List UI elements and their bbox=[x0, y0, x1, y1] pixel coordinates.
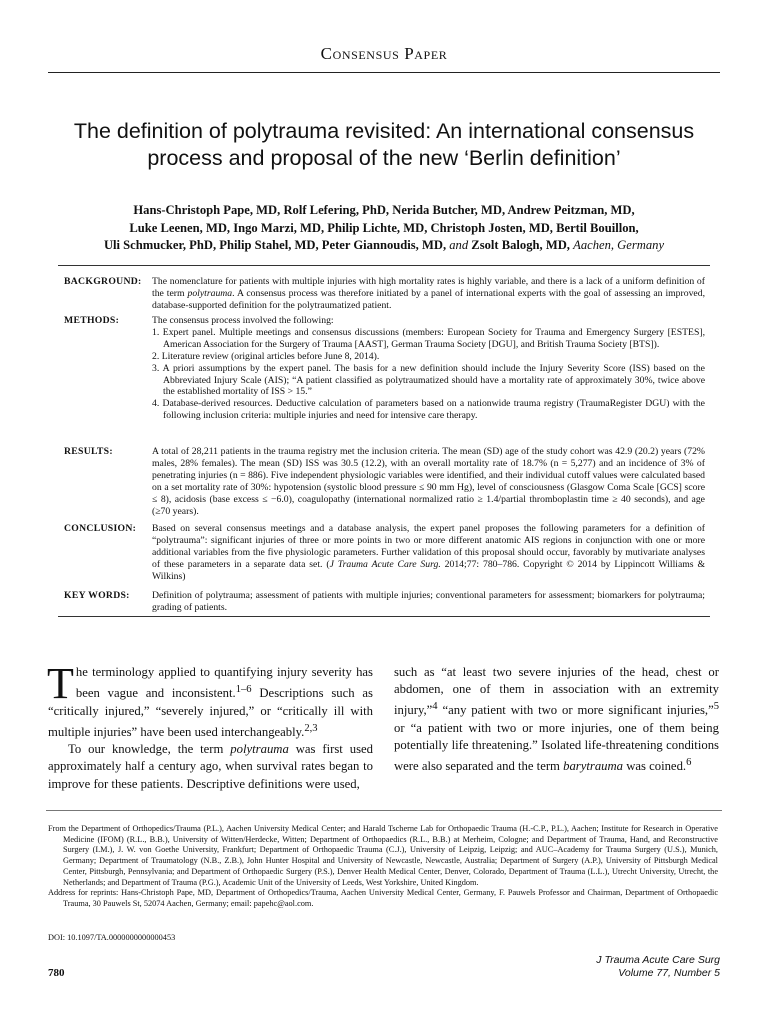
drop-cap: T bbox=[47, 659, 74, 708]
conclusion-text-a: Based on several consensus meetings and a database analysis, the expert panel proposes the following parameters for a definition of “polytrauma”: significant injuries of three or more points in two or more different anatomic AIS regions in conjunction with one or more additional variables from the five physiologic parameters. Further validation of this proposal should occur, favorably by mutivariate analyses of these parameters in a separate data set. ( bbox=[152, 523, 705, 570]
term-polytrauma: polytrauma bbox=[230, 742, 289, 757]
journal-name: J Trauma Acute Care Surg bbox=[596, 954, 720, 966]
ref-5: 5 bbox=[713, 701, 719, 713]
conclusion-text-b: 2014;77: 780–786. Copyright © 2014 by Lippincott Williams & Wilkins) bbox=[152, 558, 705, 582]
ref-4: 4 bbox=[432, 701, 438, 713]
methods-item-1: 1. Expert panel. Multiple meetings and consensus discussions (members: European Society for Trauma and Emergency Surgery [ESTES], American Association for the Surgery of Trauma [AAST], German Trauma Society [DGU], and British Trauma Society [BTS]). bbox=[152, 326, 705, 350]
conclusion-citation: J Trauma Acute Care Surg. bbox=[329, 558, 441, 570]
author-and: and bbox=[449, 238, 469, 252]
body-p1-b: Descriptions such as “critically injured,” “severely injured,” or “critically ill with multiple injuries” have been used interchangeably. bbox=[48, 686, 373, 740]
body-p3-b: “any patient with two or more significant injuries,” bbox=[437, 703, 714, 718]
background-term: polytrauma bbox=[187, 287, 233, 299]
author-line-2: Luke Leenen, MD, Ingo Marzi, MD, Philip Lichte, MD, Christoph Josten, MD, Bertil Bouillon, bbox=[129, 220, 639, 235]
ref-1-6: 1–6 bbox=[235, 684, 252, 696]
keywords-text bbox=[152, 590, 705, 614]
conclusion-label: CONCLUSION: bbox=[64, 523, 137, 534]
author-line-3 bbox=[40, 237, 728, 255]
body-p3-a: such as “at least two severe injuries of the head, chest or abdomen, one of them in association with an extremity injury,” bbox=[394, 665, 719, 718]
body-p3-c: or “a patient with two or more injuries, one of them being potentially life threatening.” Isolated life-threatening conditions were also separated and the term bbox=[394, 720, 719, 774]
author-line-3a: Uli Schmucker, PhD, Philip Stahel, MD, Peter Giannoudis, MD, bbox=[103, 238, 447, 252]
term-barytrauma: barytrauma bbox=[563, 759, 624, 774]
body-p2-a: To our knowledge, the term bbox=[68, 742, 231, 757]
abstract-bottom-rule bbox=[58, 616, 710, 617]
reprints-footnote: Address for reprints: Hans-Christoph Pape, MD, Department of Orthopedics/Trauma, Aachen University Medical Center, Germany, F. Pauwels Professor and Chairman, Department of Orthopaedic Trauma, 30 Pauwels St, 52074 Aachen, Germany; email: papehc@aol.com. bbox=[48, 888, 718, 908]
keywords-paragraph: Definition of polytrauma; assessment of patients with multiple injuries; conventional parameters for assessment; biomarkers for polytrauma; grading of patients. bbox=[152, 590, 705, 613]
body-p3-d: was coined. bbox=[623, 759, 687, 774]
results-label: RESULTS: bbox=[64, 446, 113, 457]
results-text bbox=[152, 446, 705, 517]
methods-item-4: 4. Database-derived resources. Deductive calculation of parameters based on a nationwide trauma registry (TraumaRegister DGU) with the following inclusion criteria: multiple injuries and need for intensive care therapy. bbox=[152, 398, 705, 422]
author-line-1: Hans-Christoph Pape, MD, Rolf Lefering, PhD, Nerida Butcher, MD, Andrew Peitzman, MD, bbox=[133, 203, 635, 217]
conclusion-text bbox=[152, 523, 705, 583]
footnote-rule bbox=[46, 810, 722, 811]
doi: DOI: 10.1097/TA.0000000000000453 bbox=[48, 933, 176, 942]
body-column-right bbox=[394, 664, 719, 776]
methods-label: METHODS: bbox=[64, 315, 120, 326]
methods-text bbox=[152, 315, 705, 422]
ref-6: 6 bbox=[686, 757, 692, 769]
methods-item-2: 2. Literature review (original articles before June 8, 2014). bbox=[152, 350, 380, 362]
abstract-top-rule bbox=[58, 265, 710, 266]
running-head: Consensus Paper bbox=[320, 44, 448, 63]
body-column-left bbox=[47, 659, 373, 793]
journal-volume: Volume 77, Number 5 bbox=[618, 967, 720, 979]
body-p2-b: was first used approximately half a century ago, when survival rates began to improve for these patients. Descriptive definitions were used, bbox=[48, 742, 373, 791]
author-location: Aachen, Germany bbox=[573, 238, 665, 252]
body-p1-a: he terminology applied to quantifying injury severity has been vague and inconsistent. bbox=[75, 665, 373, 701]
background-text bbox=[152, 276, 705, 312]
page-number: 780 bbox=[48, 967, 65, 979]
background-text-a: The nomenclature for patients with multiple injuries with high mortality rates is highly variable, and there is a lack of a uniform definition of the term bbox=[152, 276, 705, 299]
footnotes bbox=[48, 824, 718, 910]
background-label: BACKGROUND: bbox=[64, 276, 142, 287]
author-line-3b: Zsolt Balogh, MD, bbox=[471, 238, 570, 252]
journal-info bbox=[596, 954, 720, 980]
affiliations-footnote: From the Department of Orthopedics/Trauma (P.L.), Aachen University Medical Center; and Harald Tscherne Lab for Orthopaedic Trauma (H.-C.P., P.L.), Aachen; Institute for Research in Operative Medicine (IFOM) (R.L., B.B.), University of Witten/Herdecke, Witten; Department of Orthopaedics (R.L., B.B.) at Merheim, Cologne; and Department of Trauma, Hand, and Reconstructive Surgery (I.M.), J. W. von Goethe University, Frankfurt; Department of Orthopaedic Trauma (C.J.), University of Leipzig, Leipzig; and AUC–Academy for Trauma Surgery (U.S.), Munich, Germany; Department of Traumatology (N.B., Z.B.), John Hunter Hospital and University of Newcastle, Newcastle, Australia; Department of Surgery (A.P.), University of Pittsburgh Medical Center, Pittsburgh, Pennsylvania; and Department of Orthopaedic Surgery (P.S.), Denver Health Medical Center, Denver, Colorado, Department of Trauma (L.L.), Utrecht University, Utrecht, the Netherlands; and Department of Trauma (P.G.), Academic Unit of the University of Leeds, West Yorkshire, United Kingdom. bbox=[48, 824, 718, 887]
methods-item-3: 3. A priori assumptions by the expert panel. The basis for a new definition should include the Injury Severity Score (ISS) based on the Abbreviated Injury Scale (AIS); “A patient classified as polytraumatized should have a mortality rate of approximately 30%, twice above the established mortality of ISS > 15.” bbox=[152, 362, 705, 398]
author-list bbox=[40, 202, 728, 255]
ref-2-3: 2,3 bbox=[304, 722, 318, 734]
keywords-label: KEY WORDS: bbox=[64, 590, 130, 601]
article-title: The definition of polytrauma revisited: An international consensus process and proposal of the new ‘Berlin definition’ bbox=[73, 119, 695, 170]
header-rule bbox=[48, 72, 720, 73]
background-text-b: . A consensus process was therefore initiated by a panel of international experts with the goal of assessing an improved, database-supported definition for the polytraumatized patient. bbox=[152, 287, 706, 311]
methods-intro: The consensus process involved the following: bbox=[152, 315, 334, 326]
results-paragraph: A total of 28,211 patients in the trauma registry met the inclusion criteria. The mean (SD) age of the study cohort was 42.9 (20.2) years (72% males, 28% females). The mean (SD) ISS was 30.5 (12.2), with an overall mortality rate of 18.7% (n = 5,277) and an incidence of 3% of penetrating injuries (n = 886). Five independent physiologic variables were identified, and their individual cutoff values were calculated based on a set mortality rate of 30%: hypotension (systolic blood pressure ≤ 90 mm Hg), level of consciousness (Glasgow Coma Scale [GCS] score ≤ 8), acidosis (base excess ≤ −6.0), coagulopathy (international normalized ratio ≥ 1.4/partial thromboplastin time ≥ 40 seconds), and age (≥70 years). bbox=[152, 446, 705, 517]
